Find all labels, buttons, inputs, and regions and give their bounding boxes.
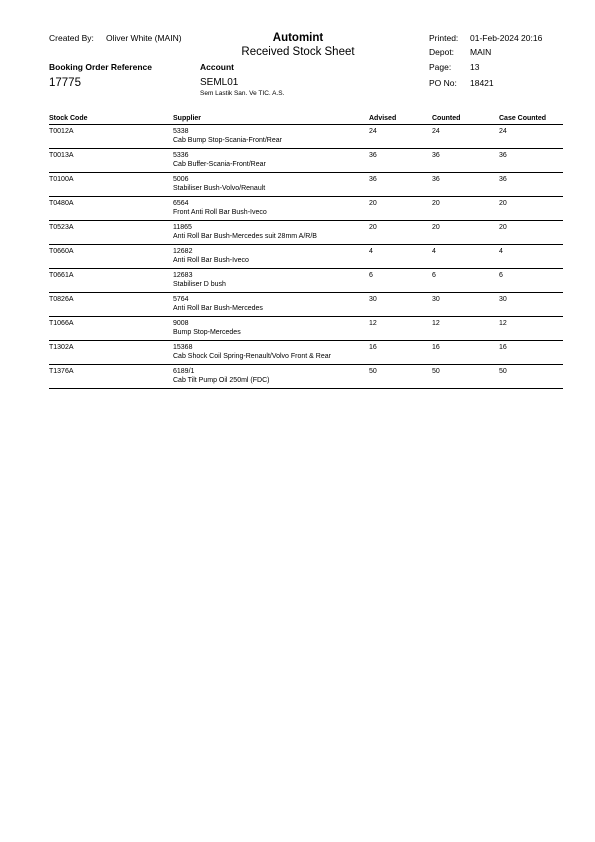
table-row — [49, 173, 563, 197]
column-header-supplier: Supplier — [173, 112, 369, 125]
supplier-code: 11865 — [173, 224, 192, 231]
depot-value: MAIN — [470, 47, 492, 57]
case-counted-qty: 50 — [499, 365, 563, 389]
supplier-cell — [173, 293, 369, 317]
item-description: Cab Tilt Pump Oil 250ml (FDC) — [173, 376, 270, 384]
supplier-code: 9008 — [173, 320, 189, 327]
supplier-code: 15368 — [173, 344, 193, 351]
table-row — [49, 149, 563, 173]
table-row — [49, 221, 563, 245]
supplier-cell — [173, 269, 369, 293]
supplier-cell — [173, 365, 369, 389]
stock-code: T1302A — [49, 341, 173, 365]
case-counted-qty: 12 — [499, 317, 563, 341]
table-row — [49, 125, 563, 149]
table-row — [49, 341, 563, 365]
document-header — [0, 0, 595, 110]
item-description: Anti Roll Bar Bush-Mercedes — [173, 304, 263, 312]
stock-code: T0660A — [49, 245, 173, 269]
stock-code: T0012A — [49, 125, 173, 149]
printed-label: Printed: — [429, 33, 459, 43]
counted-qty: 36 — [432, 149, 499, 173]
advised-qty: 6 — [369, 269, 432, 293]
item-description: Anti Roll Bar Bush-Mercedes suit 28mm A/R/B — [173, 232, 317, 240]
counted-qty: 4 — [432, 245, 499, 269]
advised-qty: 30 — [369, 293, 432, 317]
item-description: Stabiliser D bush — [173, 280, 226, 288]
supplier-code: 12683 — [173, 272, 193, 279]
stock-code: T1066A — [49, 317, 173, 341]
table-row — [49, 317, 563, 341]
case-counted-qty: 6 — [499, 269, 563, 293]
case-counted-qty: 24 — [499, 125, 563, 149]
supplier-code: 12682 — [173, 248, 193, 255]
stock-code: T0523A — [49, 221, 173, 245]
stock-code: T0480A — [49, 197, 173, 221]
stock-code: T0826A — [49, 293, 173, 317]
stock-code: T1376A — [49, 365, 173, 389]
case-counted-qty: 4 — [499, 245, 563, 269]
company-name: Automint — [272, 32, 324, 44]
advised-qty: 20 — [369, 197, 432, 221]
column-header-stock-code: Stock Code — [49, 112, 173, 125]
supplier-cell — [173, 245, 369, 269]
supplier-code: 6189/1 — [173, 368, 195, 375]
table-row — [49, 197, 563, 221]
item-description: Cab Buffer-Scania-Front/Rear — [173, 160, 266, 168]
advised-qty: 24 — [369, 125, 432, 149]
stock-lines-table — [49, 112, 563, 389]
depot-label: Depot: — [429, 47, 455, 57]
supplier-cell — [173, 221, 369, 245]
booking-ref-label: Booking Order Reference — [49, 62, 152, 72]
case-counted-qty: 36 — [499, 173, 563, 197]
table-row — [49, 365, 563, 389]
page-label: Page: — [429, 62, 452, 72]
created-by-value: Oliver White (MAIN) — [106, 33, 182, 43]
po-number: 18421 — [470, 78, 494, 88]
stock-code: T0013A — [49, 149, 173, 173]
item-description: Cab Bump Stop-Scania-Front/Rear — [173, 136, 282, 144]
counted-qty: 30 — [432, 293, 499, 317]
sheet-title: Received Stock Sheet — [241, 46, 355, 58]
supplier-code: 6564 — [173, 200, 189, 207]
supplier-cell — [173, 341, 369, 365]
page-number: 13 — [470, 62, 480, 72]
counted-qty: 24 — [432, 125, 499, 149]
account-name: Sem Lastik San. Ve TIC. A.S. — [200, 90, 285, 97]
table-row — [49, 245, 563, 269]
case-counted-qty: 20 — [499, 197, 563, 221]
printed-value: 01-Feb-2024 20:16 — [470, 33, 543, 43]
supplier-code: 5764 — [173, 296, 189, 303]
advised-qty: 50 — [369, 365, 432, 389]
supplier-cell — [173, 173, 369, 197]
supplier-code: 5006 — [173, 176, 189, 183]
supplier-code: 5338 — [173, 128, 189, 135]
supplier-cell — [173, 125, 369, 149]
supplier-cell — [173, 197, 369, 221]
table-row — [49, 269, 563, 293]
account-label: Account — [200, 62, 234, 72]
advised-qty: 16 — [369, 341, 432, 365]
supplier-cell — [173, 149, 369, 173]
item-description: Cab Shock Coil Spring-Renault/Volvo Front & Rear — [173, 352, 331, 360]
supplier-cell — [173, 317, 369, 341]
case-counted-qty: 36 — [499, 149, 563, 173]
item-description: Bump Stop-Mercedes — [173, 328, 241, 336]
advised-qty: 20 — [369, 221, 432, 245]
advised-qty: 4 — [369, 245, 432, 269]
advised-qty: 36 — [369, 173, 432, 197]
column-header-counted: Counted — [432, 112, 499, 125]
counted-qty: 20 — [432, 197, 499, 221]
created-by-label: Created By: — [49, 33, 94, 43]
counted-qty: 12 — [432, 317, 499, 341]
stock-code: T0100A — [49, 173, 173, 197]
counted-qty: 6 — [432, 269, 499, 293]
counted-qty: 50 — [432, 365, 499, 389]
item-description: Anti Roll Bar Bush-Iveco — [173, 256, 249, 264]
stock-code: T0661A — [49, 269, 173, 293]
table-header-row — [49, 112, 563, 125]
column-header-case-counted: Case Counted — [499, 112, 563, 125]
counted-qty: 16 — [432, 341, 499, 365]
counted-qty: 20 — [432, 221, 499, 245]
column-header-advised: Advised — [369, 112, 432, 125]
booking-ref-value: 17775 — [49, 77, 81, 89]
item-description: Stabiliser Bush-Volvo/Renault — [173, 184, 266, 192]
account-code: SEML01 — [200, 77, 239, 88]
counted-qty: 36 — [432, 173, 499, 197]
advised-qty: 36 — [369, 149, 432, 173]
table-row — [49, 293, 563, 317]
advised-qty: 12 — [369, 317, 432, 341]
case-counted-qty: 30 — [499, 293, 563, 317]
case-counted-qty: 16 — [499, 341, 563, 365]
supplier-code: 5336 — [173, 152, 189, 159]
item-description: Front Anti Roll Bar Bush-Iveco — [173, 208, 267, 216]
po-label: PO No: — [429, 78, 457, 88]
case-counted-qty: 20 — [499, 221, 563, 245]
